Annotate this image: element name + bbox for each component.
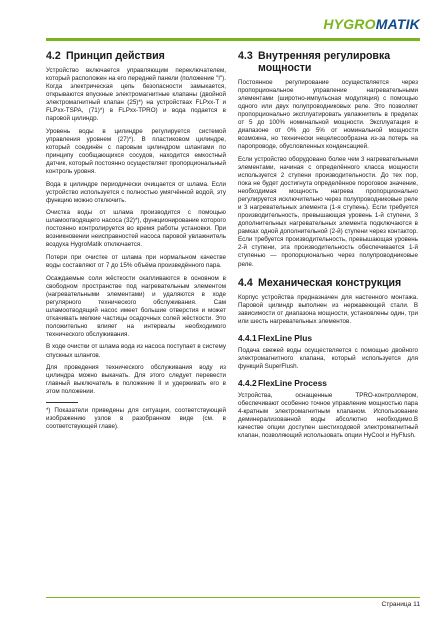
section-4-4-1-heading: 4.4.1FlexLine Plus xyxy=(238,332,312,343)
paragraph: Корпус устройства предназначен для настенного монтажа. Паровой цилиндр выполнен из нержавеющей стали. В зависимости от диапазона мощности, установлены один, три или шесть нагревательных элементов. xyxy=(238,293,418,325)
paragraph: Подача свежей воды осуществляется с помощью двойного электромагнитного клапана, который используется для функций SuperFlush. xyxy=(238,346,418,370)
paragraph: Вода в цилиндре периодически очищается от шлама. Если устройство используется с полностью умягчённой водой, эту функцию можно отключить. xyxy=(46,180,226,204)
paragraph: Потери при очистке от шлама при нормальном качестве воды составляют от 7 до 15% объёма произведённого пара. xyxy=(46,253,226,270)
right-column xyxy=(238,50,418,445)
header-rule xyxy=(46,38,420,41)
footnote-separator xyxy=(46,402,78,403)
paragraph: Уровень воды в цилиндре регулируется системой управления уровнем (27)*). В пластиковом цилиндре, который соединён с паровым цилиндром шлангами по принципу сообщающихся сосудов, находится емкостный датчик, который постоянно осуществляет пропорциональный контроль уровня. xyxy=(46,127,226,176)
footer-rule xyxy=(46,597,420,598)
paragraph: Устройства, оснащенные TPRO-контроллером, обеспечивают особенно точное управление мощностью пара 4-кратным электромагнитным клапаном. Использование деминерализованной воды абсолютно необходимо.В качестве опции доступен шестиходовой электромагнитный клапан, позволяющий использовать опции HyCool и HyFlush. xyxy=(238,391,418,440)
left-column xyxy=(46,50,226,431)
section-4-4-2-heading: 4.4.2FlexLine Process xyxy=(238,377,327,388)
paragraph: Если устройство оборудовано более чем 3 нагревательными элементами, начиная с определённого класса мощности используется 2 ступени производительности. До тех пор, пока не будет достигнута определённое пороговое значение, необходимая мощность нагрева пропорционально регулируется исключительно через полупроводниковые реле и 3 нагревательных элемента (1-я ступень). Если требуется производительность, превышающая уровень 1-й ступени, 3 дополнительных нагревательных элемента подключаются в рамках одной дополнительной (2-й) ступени через контактор. Если требуется производительность, превышающая уровень 2-й ступени, эта производительность обеспечивается 1-й ступенью — пропорционально через полупроводниковые реле. xyxy=(238,155,418,268)
section-4-4-heading: 4.4 Механическая конструкция xyxy=(238,276,402,289)
paragraph: Осаждаемые соли жёсткости скапливаются в основном в свободном пространстве под нагревательным элементом (нагревательными элементами) и удаляются в ходе регулярного технического обслуживания. Сам шламоотводящий насос имеет большие отверстия и может откачивать мелкие частицы осадочных солей жёсткости. Это положительно влияет на интервалы необходимого технического обслуживания. xyxy=(46,274,226,338)
hygromatik-logo: HYGROMATIK xyxy=(323,16,420,32)
paragraph: В ходе очистки от шлама вода из насоса поступает в систему спускных шлангов. xyxy=(46,343,226,359)
paragraph: Для проведения технического обслуживания воду из цилиндра можно выкачать. Для этого следует перевести главный выключатель в положение II и удерживать его в этом положении. xyxy=(46,364,226,396)
paragraph: Устройство включается управляющим переключателем, который расположен на его передней панели (положение "I"). Когда электрическая цепь безопасности замыкается, открываются впускные электромагнитные клапаны (двойной электромагнитный клапан (25)*) на устройствах FLPxx-T и FLPxx-TSPA, (71)*) в FLPxx-TPRO) и вода подается в паровой цилиндр. xyxy=(46,67,226,123)
section-4-2-heading: 4.2 Принцип действия xyxy=(46,50,165,62)
section-4-3-heading: 4.3 Внутренняя регулировка мощности xyxy=(238,50,391,74)
paragraph: Постоянное регулирование осуществляется через пропорциональное управление нагревательными элементами (широтно-импульсная модуляция) с помощью одного или двух полупроводниковых реле. Это позволяет пропорционально эксплуатировать увлажнитель в пределах от 5 до 100% номинальной мощности. Эксплуатация в диапазоне от 0% до 5% от номинальной мощности возможна, но технически нецелесообразна из-за потерь на паропроводе, обусловленных конденсацией. xyxy=(238,79,418,151)
page-number: Страница 11 xyxy=(381,601,420,608)
footnote: *) Показатели приведены для ситуации, соответствующей изображению узлов в разобранном виде (см. в соответствующей главе). xyxy=(46,407,226,431)
paragraph: Очистка воды от шлама производится с помощью шламоотводящего насоса (32)*), функционирование которого постоянно контролируется во время работы установки. При возникновении неисправностей насоса паровой увлажнитель воздуха HygroMatik отключается. xyxy=(46,209,226,249)
